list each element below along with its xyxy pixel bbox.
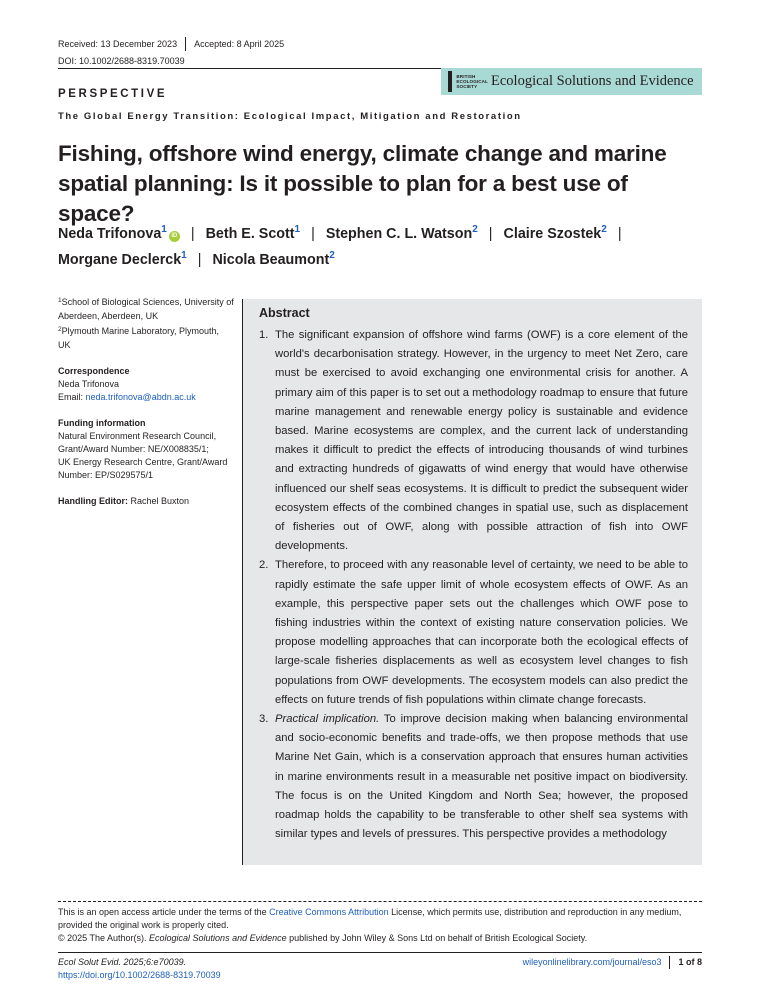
article-title: Fishing, offshore wind energy, climate change and marine spatial planning: Is it possible to plan for a best use of space? xyxy=(58,141,667,226)
license-link[interactable]: Creative Commons Attribution xyxy=(269,907,389,917)
author-separator: | xyxy=(488,226,493,242)
doi-link[interactable]: https://doi.org/10.1002/2688-8319.70039 xyxy=(58,970,221,980)
affiliation-marker: 2 xyxy=(601,224,607,235)
footer-right xyxy=(523,956,702,969)
author-separator: | xyxy=(190,226,195,242)
license-text: This is an open access article under the terms of the Creative Commons Attribution License, which permits use, distribution and reproduction in any medium, provided the original work is properly cited. xyxy=(58,907,682,930)
author-name[interactable]: Stephen C. L. Watson$^2$ xyxy=(325,224,478,242)
affiliation: $^1$School of Biological Sciences, University of Aberdeen, Aberdeen, UK xyxy=(58,297,234,321)
article-dates xyxy=(58,37,284,51)
footer-citation xyxy=(58,956,221,982)
abstract-item xyxy=(259,326,688,556)
item-text: Therefore, to proceed with any reasonable level of certainty, we need to be able to rapidly estimate the safe upper limit of whole ecosystem effects of OWF. As an example, this perspective paper sets out the challenges which OWF pose to fishing industries within the context of existing nature conservation policies. We propose modelling approaches that can incorporate both the ecological effects of large-scale fisheries displacements as well as ecosystem level changes to fish populations from OWF developments. The ecosystem models can also predict the effects on future trends of fish populations within climate change forecasts. xyxy=(275,559,688,706)
abstract-item xyxy=(259,556,688,710)
email-link[interactable]: neda.trifonova@abdn.ac.uk xyxy=(85,392,196,402)
affiliation-marker: 2 xyxy=(472,224,478,235)
correspondence-email: Email: neda.trifonova@abdn.ac.uk xyxy=(58,392,196,402)
affiliation-marker: 1 xyxy=(161,224,167,235)
handling-editor: Handling Editor: Rachel Buxton xyxy=(58,496,190,506)
author-separator: | xyxy=(197,252,202,268)
article-sidebar xyxy=(58,296,234,508)
journal-badge[interactable] xyxy=(441,68,702,95)
correspondence-name: Neda Trifonova xyxy=(58,379,120,389)
article-type: PERSPECTIVE xyxy=(58,88,168,100)
abstract-heading: Abstract xyxy=(259,306,310,320)
society-logo-text: BRITISH ECOLOGICAL SOCIETY xyxy=(456,73,488,90)
date-divider xyxy=(185,37,186,51)
author-name[interactable]: Beth E. Scott$^1$ xyxy=(205,224,301,242)
item-number: 1. xyxy=(259,329,269,341)
license-notice xyxy=(58,906,702,945)
page-number: 1 of 8 xyxy=(678,957,702,967)
article-doi: DOI: 10.1002/2688-8319.70039 xyxy=(58,56,185,66)
item-number: 3. xyxy=(259,713,269,726)
abstract-rule xyxy=(242,299,243,865)
article-series: The Global Energy Transition: Ecological Impact, Mitigation and Restoration xyxy=(58,111,522,122)
author-name[interactable]: Claire Szostek$^2$ xyxy=(503,224,607,242)
author-name[interactable]: Nicola Beaumont$^2$ xyxy=(212,250,335,268)
author-separator: | xyxy=(617,226,622,242)
footer-divider xyxy=(669,956,670,969)
journal-name: Ecological Solutions and Evidence xyxy=(491,73,694,89)
footer-rule xyxy=(58,952,702,953)
item-text: The significant expansion of offshore wind farms (OWF) is a core element of the world's decarbonisation strategy. However, in the urgency to meet Net Zero, care must be exercised to avoid exchanging one environmental crisis for another. A primary aim of this paper is to set out a methodology roadmap to ensure that future marine management and renewable energy policy is sustainable and evidence based. Marine ecosystems are complex, and the current lack of understanding makes it difficult to predict the effects of introducing thousands of wind turbines and extracting hundreds of gigawatts of wind energy that would have otherwise influenced our shelf seas ecosystems. It is difficult to predict the subsequent wider ecosystem effects of the combined changes in spatial use, such as displacement of fisheries out of OWF, along with possible attraction of fish into OWF developments. xyxy=(275,329,688,553)
affiliation-marker: 1 xyxy=(294,224,301,235)
orcid-icon[interactable]: iD xyxy=(169,231,180,242)
author-list xyxy=(58,222,708,274)
author-name[interactable]: Morgane Declerck$^1$ xyxy=(58,250,187,268)
citation-text: Ecol Solut Evid. 2025;6:e70039. xyxy=(58,957,187,967)
license-divider xyxy=(58,901,702,902)
correspondence-heading: Correspondence xyxy=(58,366,130,376)
accepted-date: Accepted: 8 April 2025 xyxy=(194,38,285,49)
affiliation-marker: 1 xyxy=(181,250,187,261)
item-lead: Practical implication. xyxy=(275,713,380,726)
funding-heading: Funding information xyxy=(58,418,146,428)
affiliation-marker: 2 xyxy=(329,250,335,261)
author-name[interactable]: Neda Trifonova$^1$iD xyxy=(58,226,180,242)
funding-text: Natural Environment Research Council, Grant/Award Number: NE/X008835/1; xyxy=(58,431,217,454)
received-date: Received: 13 December 2023 xyxy=(58,38,178,49)
item-number: 2. xyxy=(259,559,269,572)
abstract-item xyxy=(259,710,688,844)
abstract-list xyxy=(259,326,688,844)
funding-text: UK Energy Research Centre, Grant/Award Number: EP/S029575/1 xyxy=(58,457,228,480)
british-ecological-society-logo xyxy=(448,70,488,93)
copyright-text: © 2025 The Author(s). Ecological Solutions and Evidence published by John Wiley & Sons Ltd on behalf of British Ecological Society. xyxy=(58,933,588,943)
author-separator: | xyxy=(311,226,315,242)
society-logo-mark xyxy=(448,71,452,92)
journal-url-link[interactable]: wileyonlinelibrary.com/journal/eso3 xyxy=(522,957,662,967)
affiliation: $^2$Plymouth Marine Laboratory, Plymouth, UK xyxy=(58,326,220,350)
item-text: To improve decision making when balancing environmental and socio-economic benefits and trade-offs, we then propose methods that use Marine Net Gain, which is a conservation approach that ensures human activities in marine environments result in a measurable net positive impact on biodiversity. The focus is on the United Kingdom and North Sea; however, the proposed roadmap holds the capability to be transferable to other shelf sea systems with similar types and levels of pressures. This perspective provides a methodology xyxy=(275,713,688,841)
